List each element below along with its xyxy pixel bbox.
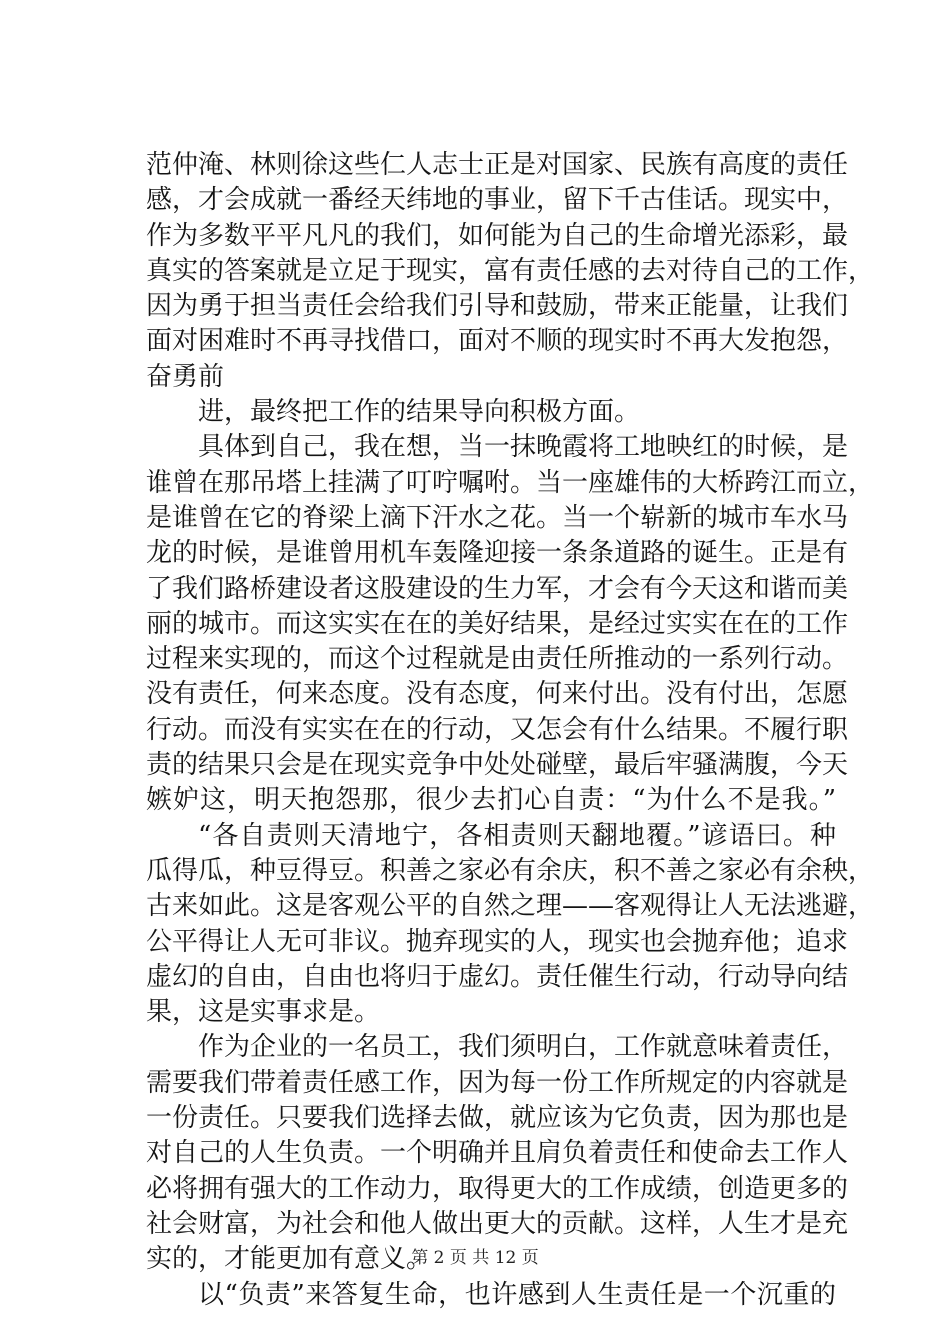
text-line: 社会财富，为社会和他人做出更大的贡献。这样，人生才是充 (146, 1208, 849, 1239)
text-line: 面对困难时不再寻找借口，面对不顺的现实时不再大发抱怨， (146, 326, 849, 357)
text-line: 感，才会成就一番经天纬地的事业，留下千古佳话。现实中， (146, 185, 849, 216)
text-line: 作为多数平平凡凡的我们，如何能为自己的生命增光添彩，最 (146, 220, 849, 251)
text-line: 一份责任。只要我们选择去做，就应该为它负责，因为那也是 (146, 1103, 849, 1134)
text-line: 过程来实现的，而这个过程就是由责任所推动的一系列行动。 (146, 644, 849, 675)
text-line: 责的结果只会是在现实竞争中处处碰壁，最后牢骚满腹，今天 (146, 750, 849, 781)
text-line: 龙的时候，是谁曾用机车轰隆迎接一条条道路的诞生。正是有 (146, 538, 849, 569)
text-line: 具体到自己，我在想，当一抹晚霞将工地映红的时候，是 (198, 432, 849, 463)
text-line: 对自己的人生负责。一个明确并且肩负着责任和使命去工作人 (146, 1138, 849, 1169)
text-line: 谁曾在那吊塔上挂满了叮咛嘱咐。当一座雄伟的大桥跨江而立， (146, 467, 875, 498)
text-line: 没有责任，何来态度。没有态度，何来付出。没有付出，怎愿 (146, 679, 849, 710)
text-line: 是谁曾在它的脊梁上滴下汗水之花。当一个崭新的城市车水马 (146, 502, 849, 533)
text-line: 虚幻的自由，自由也将归于虚幻。责任催生行动，行动导向结 (146, 961, 849, 992)
text-line: 了我们路桥建设者这股建设的生力军，才会有今天这和谐而美 (146, 573, 849, 604)
text-line: 行动。而没有实实在在的行动，又怎会有什么结果。不履行职 (146, 714, 849, 745)
text-line: 必将拥有强大的工作动力，取得更大的工作成绩，创造更多的 (146, 1173, 849, 1204)
text-line: 因为勇于担当责任会给我们引导和鼓励，带来正能量，让我们 (146, 291, 849, 322)
text-line: 范仲淹、林则徐这些仁人志士正是对国家、民族有高度的责任 (146, 150, 849, 180)
page-number-footer: 第 2 页 共 12 页 (411, 1248, 539, 1268)
text-line: 瓜得瓜，种豆得豆。积善之家必有余庆，积不善之家必有余秧， (146, 855, 875, 886)
text-line: 真实的答案就是立足于现实，富有责任感的去对待自己的工作， (146, 255, 875, 286)
text-line: 丽的城市。而这实实在在的美好结果，是经过实实在在的工作 (146, 608, 849, 639)
document-body (146, 148, 875, 1313)
text-line: 作为企业的一名员工，我们须明白，工作就意味着责任， (198, 1032, 849, 1063)
text-line: 实的，才能更加有意义。 (146, 1244, 433, 1275)
text-line: 古来如此。这是客观公平的自然之理——客观得让人无法逃避， (146, 891, 875, 922)
text-line: “各自责则天清地宁，各相责则天翻地覆。”谚语曰。种 (198, 820, 836, 851)
text-line: 果，这是实事求是。 (146, 997, 381, 1028)
text-line: 公平得让人无可非议。抛弃现实的人，现实也会抛弃他；追求 (146, 926, 849, 957)
text-line: 进，最终把工作的结果导向积极方面。 (198, 397, 641, 428)
text-line: 需要我们带着责任感工作，因为每一份工作所规定的内容就是 (146, 1067, 849, 1098)
text-line: 嫉妒这，明天抱怨那，很少去扪心自责：“为什么不是我。” (146, 785, 836, 816)
text-line: 以“负责”来答复生命，也许感到人生责任是一个沉重的 (198, 1279, 836, 1310)
text-line: 奋勇前 (146, 361, 225, 392)
